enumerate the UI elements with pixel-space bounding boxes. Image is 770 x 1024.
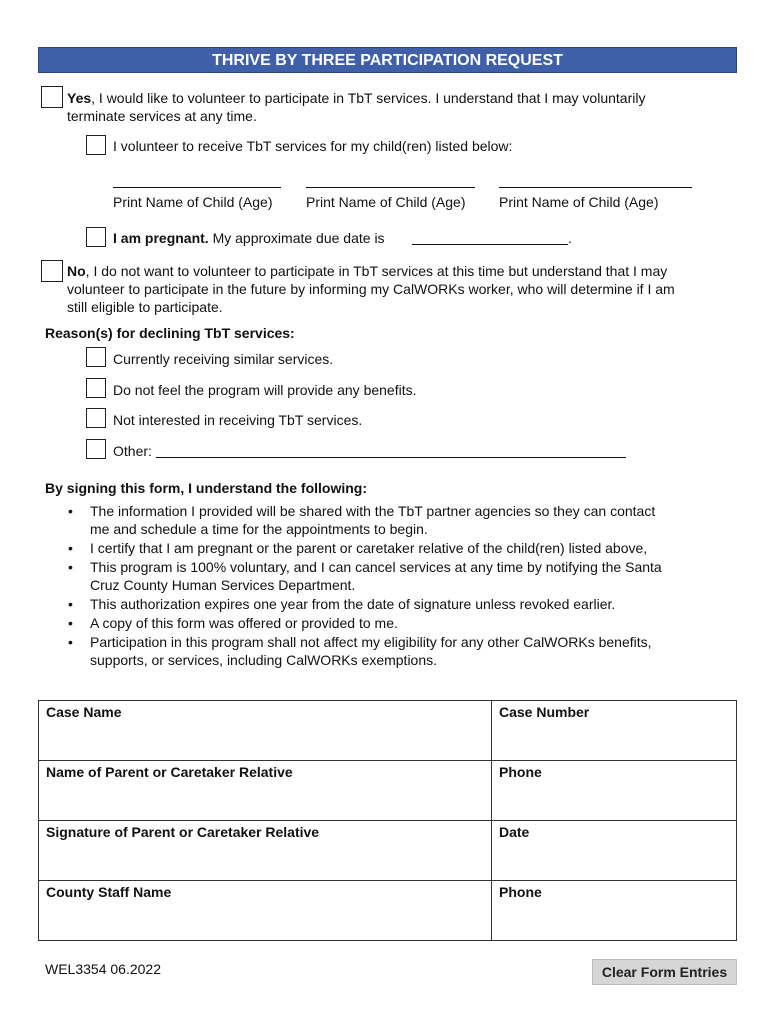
bullet-glyph: • <box>68 559 73 575</box>
pregnant-period: . <box>568 230 572 246</box>
no-statement <box>67 263 667 280</box>
child-field-label-3: Print Name of Child (Age) <box>499 194 659 210</box>
reason-label-not-interested: Not interested in receiving TbT services. <box>113 412 363 428</box>
understand-text: I certify that I am pregnant or the parent or caretaker relative of the child(ren) listed above, <box>90 540 648 556</box>
clear-form-button[interactable]: Clear Form Entries <box>592 959 737 985</box>
case-info-table <box>38 700 737 941</box>
no-text-line1: , I do not want to volunteer to participate in TbT services at this time but understand that I may <box>85 263 668 279</box>
bullet-glyph: • <box>68 540 73 556</box>
pregnant-statement <box>113 230 385 247</box>
reason-label-no-benefit: Do not feel the program will provide any benefits. <box>113 382 417 398</box>
pregnant-label: I am pregnant. <box>113 230 209 246</box>
form-id: WEL3354 06.2022 <box>45 961 161 977</box>
no-label: No <box>67 263 86 279</box>
yes-label: Yes <box>67 90 92 106</box>
understand-item <box>68 595 740 613</box>
bullet-glyph: • <box>68 634 73 650</box>
table-row <box>39 701 737 761</box>
understand-item <box>68 633 740 669</box>
no-text-line3: still eligible to participate. <box>67 299 223 315</box>
understand-heading: By signing this form, I understand the following: <box>45 480 367 496</box>
understand-text: This authorization expires one year from the date of signature unless revoked earlier. <box>90 596 616 612</box>
other-reason-line[interactable] <box>156 457 626 458</box>
parent-phone-field[interactable]: Phone <box>492 761 737 821</box>
children-option-label: I volunteer to receive TbT services for my child(ren) listed below: <box>113 138 513 154</box>
table-row <box>39 821 737 881</box>
due-date-line[interactable] <box>412 244 568 245</box>
case-number-field[interactable]: Case Number <box>492 701 737 761</box>
parent-name-field[interactable]: Name of Parent or Caretaker Relative <box>39 761 492 821</box>
county-staff-phone-field[interactable]: Phone <box>492 881 737 941</box>
understand-item <box>68 502 740 538</box>
understand-text: This program is 100% voluntary, and I can cancel services at any time by notifying the Santa <box>90 559 662 575</box>
reason-checkbox-not-interested[interactable] <box>86 408 106 428</box>
child-name-line-1[interactable] <box>113 187 281 188</box>
understand-item <box>68 614 740 632</box>
signature-date-field[interactable]: Date <box>492 821 737 881</box>
yes-statement <box>67 90 645 107</box>
reason-checkbox-no-benefit[interactable] <box>86 378 106 398</box>
pregnant-checkbox[interactable] <box>86 227 106 247</box>
no-text-line2: volunteer to participate in the future by informing my CalWORKs worker, who will determine if I am <box>67 281 675 297</box>
yes-text-line2: terminate services at any time. <box>67 108 257 124</box>
children-checkbox[interactable] <box>86 135 106 155</box>
table-row <box>39 761 737 821</box>
child-field-label-1: Print Name of Child (Age) <box>113 194 273 210</box>
yes-checkbox[interactable] <box>41 86 63 108</box>
table-row <box>39 881 737 941</box>
reason-checkbox-other[interactable] <box>86 439 106 459</box>
county-staff-name-field[interactable]: County Staff Name <box>39 881 492 941</box>
understand-text: me and schedule a time for the appointments to begin. <box>90 521 428 537</box>
yes-text-line1: , I would like to volunteer to participate in TbT services. I understand that I may voluntarily <box>91 90 646 106</box>
understand-text: A copy of this form was offered or provided to me. <box>90 615 398 631</box>
pregnant-text: My approximate due date is <box>208 230 385 246</box>
understand-text: Participation in this program shall not affect my eligibility for any other CalWORKs benefits, <box>90 634 652 650</box>
case-name-field[interactable]: Case Name <box>39 701 492 761</box>
bullet-glyph: • <box>68 596 73 612</box>
reason-label-other: Other: <box>113 443 152 459</box>
understand-text: The information I provided will be shared with the TbT partner agencies so they can contact <box>90 503 656 519</box>
no-checkbox[interactable] <box>41 260 63 282</box>
understand-text: supports, or services, including CalWORKs exemptions. <box>90 652 438 668</box>
form-title: THRIVE BY THREE PARTICIPATION REQUEST <box>38 47 737 73</box>
child-field-label-2: Print Name of Child (Age) <box>306 194 466 210</box>
reason-label-similar: Currently receiving similar services. <box>113 351 334 367</box>
understand-list <box>68 502 740 669</box>
child-name-line-2[interactable] <box>306 187 475 188</box>
bullet-glyph: • <box>68 503 73 519</box>
bullet-glyph: • <box>68 615 73 631</box>
understand-item <box>68 558 740 594</box>
child-name-line-3[interactable] <box>499 187 692 188</box>
understand-item <box>68 539 740 557</box>
understand-text: Cruz County Human Services Department. <box>90 577 356 593</box>
reason-checkbox-similar[interactable] <box>86 347 106 367</box>
parent-signature-field[interactable]: Signature of Parent or Caretaker Relative <box>39 821 492 881</box>
reasons-heading: Reason(s) for declining TbT services: <box>45 325 295 341</box>
